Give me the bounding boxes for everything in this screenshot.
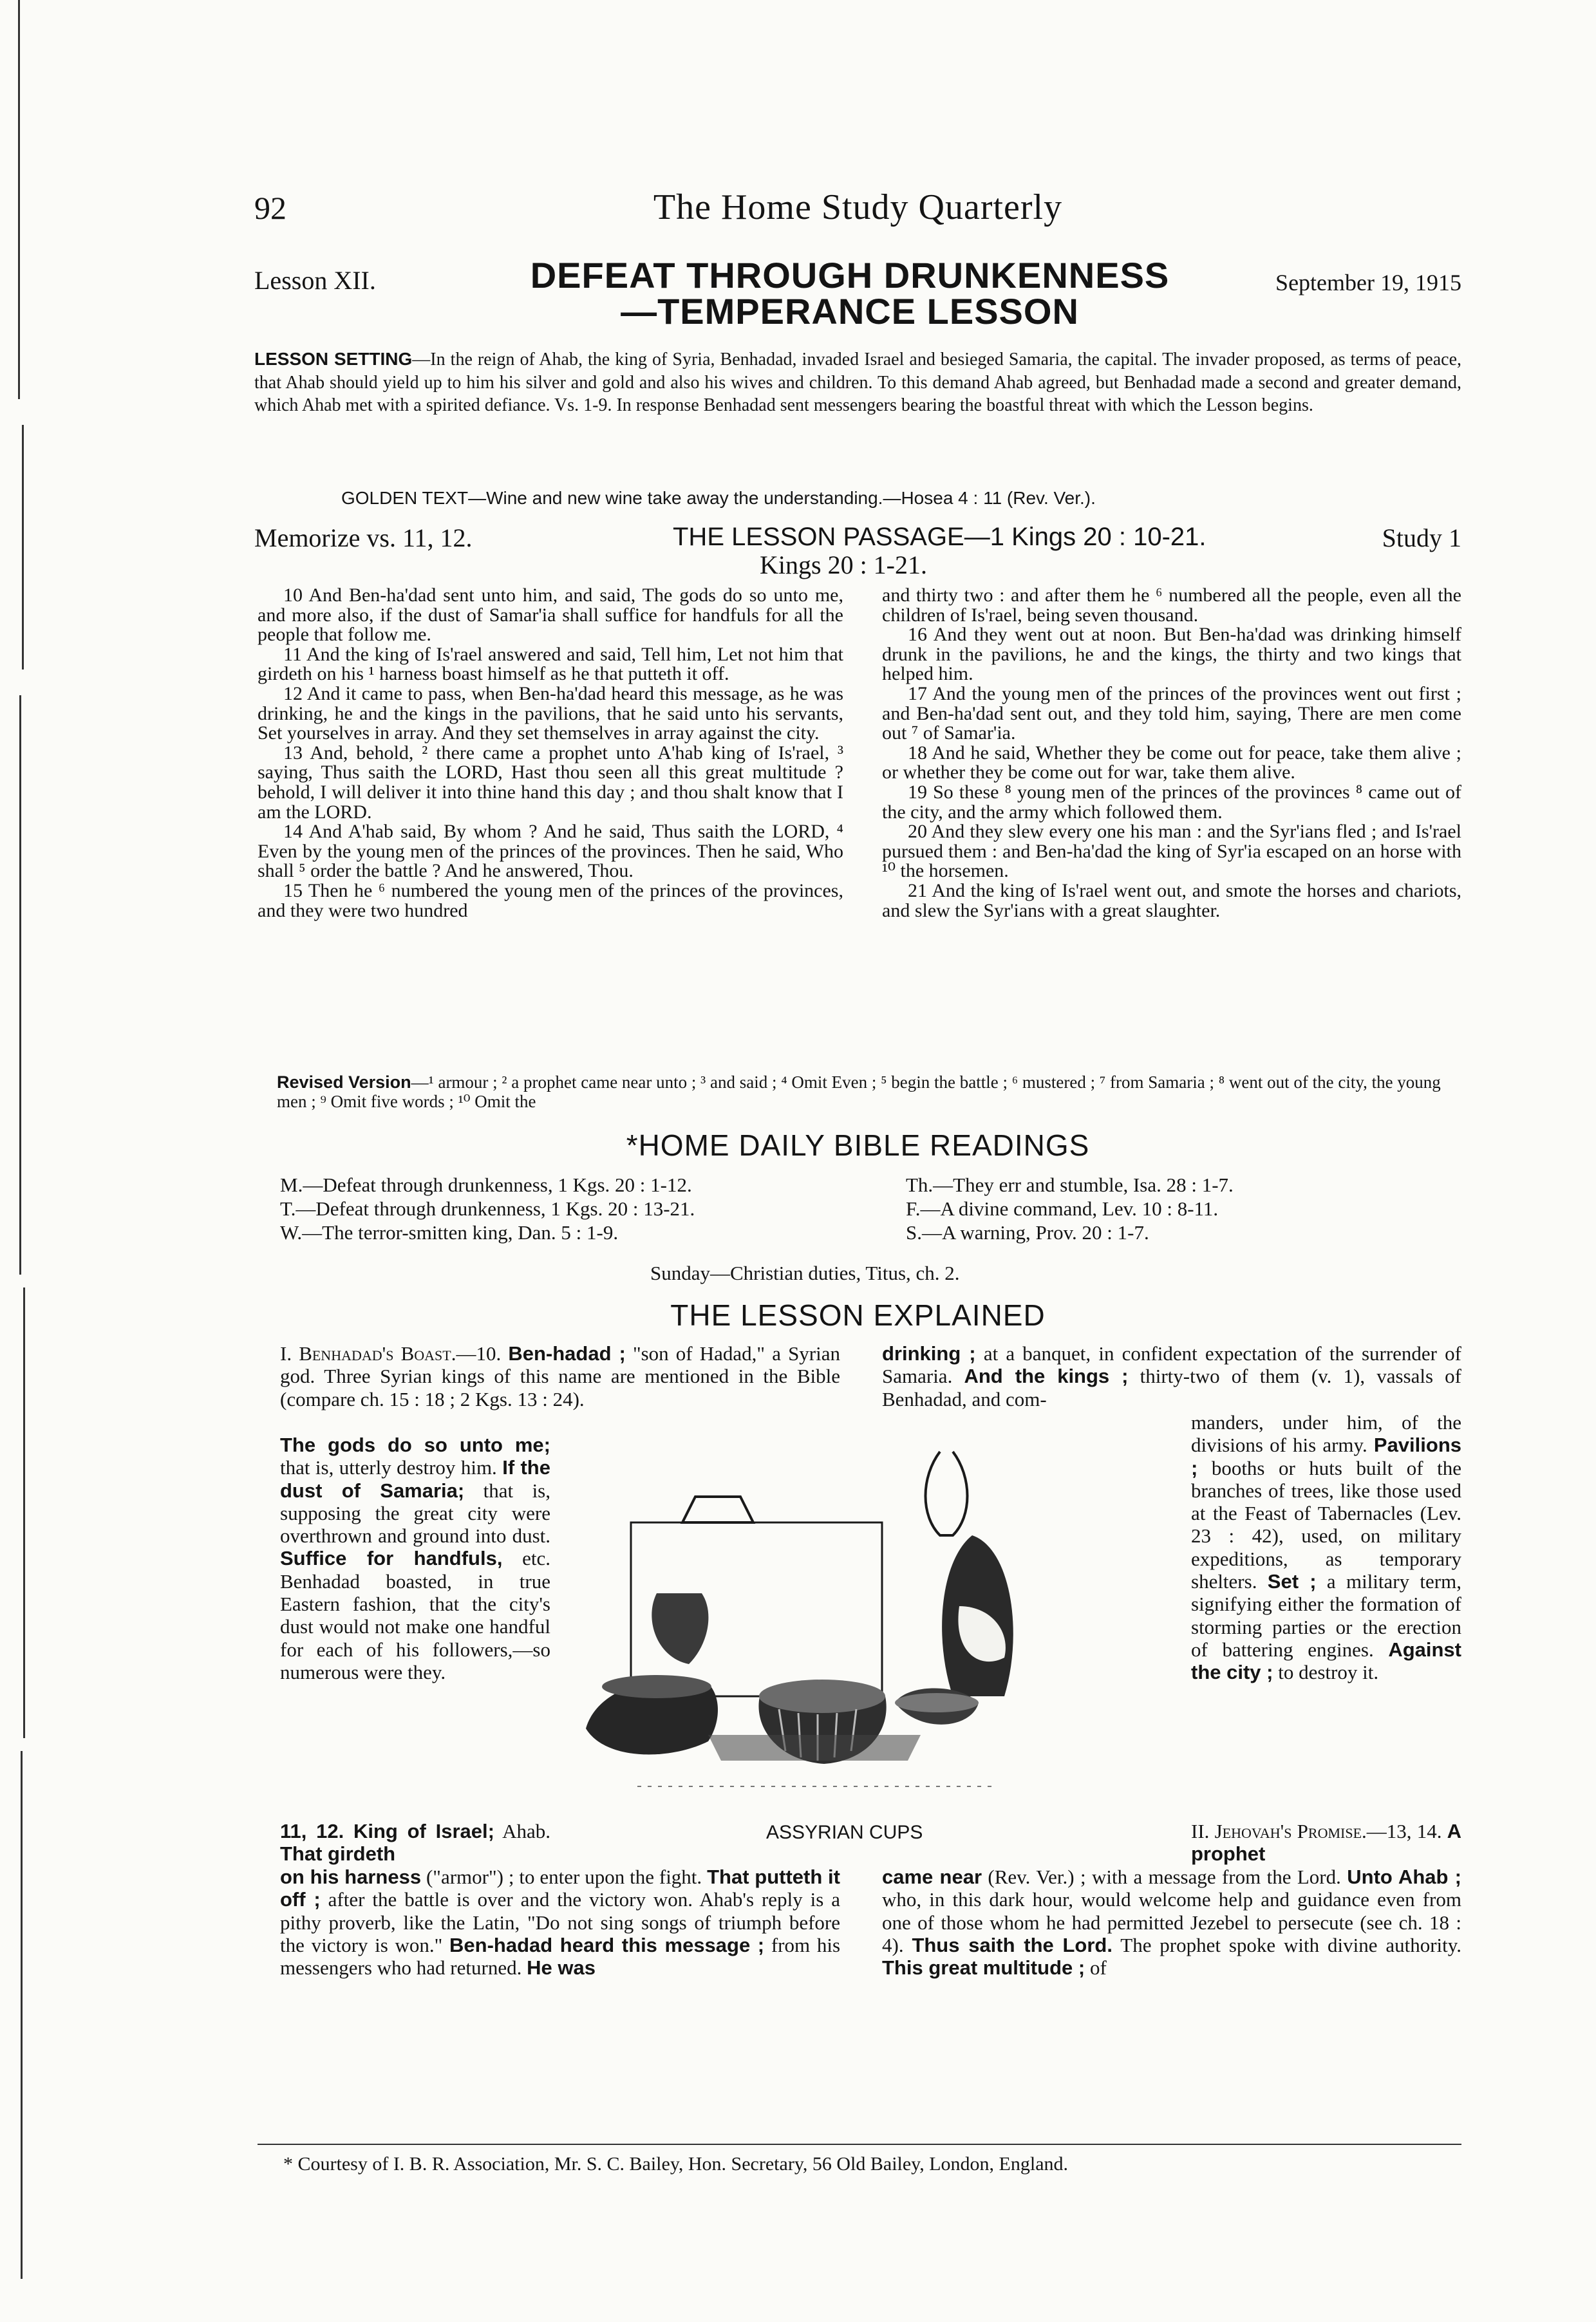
explained-left-top: I. Benhadad's Boast.—10. Ben-hadad ; "son of Hadad," a Syrian god. Three Syrian kings of this name are mentioned in the Bible (compare ch. 15 : 18 ; 2 Kgs. 13 : 24).	[280, 1342, 841, 1410]
reading-friday: F.—A divine command, Lev. 10 : 8-11.	[906, 1197, 1219, 1220]
lesson-heading	[254, 257, 1461, 341]
study-reference-continued: Kings 20 : 1-21.	[760, 550, 927, 579]
verse-13: 13 And, behold, ² there came a prophet unto A'hab king of Is'rael, ³ saying, Thus saith the LORD, Hast thou seen all this great multitude ? behold, I will deliver it into thine hand this day ; and thou shalt know that I am the LORD.	[258, 742, 843, 823]
section-heading-boast: I. Benhadad's Boast.—10.	[280, 1342, 502, 1365]
lesson-title-line-1: DEFEAT THROUGH DRUNKENNESS	[530, 255, 1170, 295]
passage-bar	[254, 523, 1461, 579]
footnote: * Courtesy of I. B. R. Association, Mr. S. C. Bailey, Hon. Secretary, 56 Old Bailey, London, England.	[283, 2153, 1069, 2175]
reading-monday: M.—Defeat through drunkenness, 1 Kgs. 20 : 1-12.	[280, 1174, 692, 1196]
page-number: 92	[254, 190, 286, 226]
verse-15-continued: and thirty two : and after them he ⁶ numbered all the people, even all the children of Is'rael, being seven thousand.	[882, 585, 1461, 626]
figure-caption: ASSYRIAN CUPS	[766, 1822, 923, 1843]
memorize-verses: Memorize vs. 11, 12.	[254, 523, 473, 552]
running-header	[254, 187, 1461, 228]
golden-text: GOLDEN TEXT—Wine and new wine take away the understanding.—Hosea 4 : 11 (Rev. Ver.).	[341, 488, 1096, 508]
verse-11: 11 And the king of Is'rael answered and said, Tell him, Let not him that girdeth on his ¹ harness boast himself as he that putteth it off.	[258, 643, 843, 685]
verse-19: 19 So these ⁸ young men of the princes of the provinces ⁸ came out of the city, and the army which followed them.	[882, 781, 1461, 823]
lesson-setting-label: LESSON SETTING	[254, 349, 413, 369]
verse-17: 17 And the young men of the princes of the provinces went out first ; and Ben-ha'dad sent out, and they told him, saying, There are men come out ⁷ of Samar'ia.	[882, 682, 1461, 744]
lesson-explained-title: THE LESSON EXPLAINED	[670, 1298, 1046, 1332]
explained-right-top: drinking ; at a banquet, in confident expectation of the surrender of Samaria. And the kings ; thirty-two of them (v. 1), vassals of Benhadad, and com-	[882, 1342, 1461, 1410]
verse-12: 12 And it came to pass, when Ben-ha'dad heard this message, as he was drinking, he and the kings in the pavilions, that he said unto his servants, Set yourselves in array. And they set themselves in array against the city.	[258, 682, 843, 744]
verse-15: 15 Then he ⁶ numbered the young men of the princes of the provinces, and they were two hundred	[258, 879, 843, 921]
reading-tuesday: T.—Defeat through drunkenness, 1 Kgs. 20 : 13-21.	[280, 1197, 695, 1220]
footnote-rule	[258, 2144, 1461, 2145]
passage-left-column	[258, 586, 843, 921]
reading-thursday: Th.—They err and stumble, Isa. 28 : 1-7.	[906, 1174, 1234, 1196]
lesson-passage-title: THE LESSON PASSAGE—1 Kings 20 : 10-21.	[673, 523, 1206, 551]
verse-21: 21 And the king of Is'rael went out, and smote the horses and chariots, and slew the Syr'ians with a great slaughter.	[882, 879, 1461, 921]
explained-right-narrow: manders, under him, of the divisions of his army. Pavilions ; booths or huts built of the branches of trees, like those used at the Feast of Tabernacles (Lev. 23 : 42), used, on military expeditions, as temporary shelters. Set ; a military term, signifying either the formation of storming parties or the erection of battering engines. Against the city ; to destroy it.	[1191, 1411, 1461, 1684]
daily-readings-title: *HOME DAILY BIBLE READINGS	[626, 1128, 1090, 1162]
lesson-number: Lesson XII.	[254, 266, 376, 295]
verse-20: 20 And they slew every one his man : and the Syr'ians fled ; and Is'rael pursued them : and Ben-ha'dad the king of Syr'ia escaped on an horse with ¹⁰ the horsemen.	[882, 821, 1461, 882]
verse-16: 16 And they went out at noon. But Ben-ha'dad was drinking himself drunk in the pavilions, he and the kings, the thirty and two kings that helped him.	[882, 624, 1461, 685]
explained-left-narrow: The gods do so unto me; that is, utterly destroy him. If the dust of Samaria; that is, supposing the great city were overthrown and ground into dust. Suffice for handfuls, etc. Benhadad boasted, in true Eastern fashion, that the city's dust would not make one handful for each of his followers,—so numerous were they.	[280, 1434, 550, 1683]
explained-left-bottom: on his harness ("armor") ; to enter upon the fight. That putteth it off ; after the battle is over and the victory won. Ahab's reply is a pithy proverb, like the Latin, "Do not sing songs of triumph before the victory is won." Ben-hadad heard this message ; from his messengers who had returned. He was	[280, 1866, 841, 1980]
lesson-date: September 19, 1915	[1275, 270, 1461, 295]
reading-wednesday: W.—The terror-smitten king, Dan. 5 : 1-9.	[280, 1221, 619, 1244]
revised-version-text: —¹ armour ; ² a prophet came near unto ; ³ and said ; ⁴ Omit Even ; ⁵ begin the battle ; ⁶ mustered ; ⁷ from Samaria ; ⁸ went out of the city, the young men ; ⁹ Omit five words ; ¹⁰ Omit the	[277, 1072, 1441, 1111]
scan-margin-artifact	[18, 0, 76, 2322]
assyrian-cups-illustration	[560, 1426, 1056, 1815]
verse-10: 10 And Ben-ha'dad sent unto him, and said, The gods do so unto me, and more also, if the dust of Samar'ia shall suffice for handfuls for all the people that follow me.	[258, 585, 843, 646]
reading-sunday: Sunday—Christian duties, Titus, ch. 2.	[650, 1262, 960, 1284]
revised-version-notes	[277, 1072, 1461, 1111]
explained-right-heading2: II. Jehovah's Promise.—13, 14. A prophet	[1191, 1820, 1462, 1866]
study-reference: Study 1	[1382, 523, 1461, 552]
journal-title: The Home Study Quarterly	[653, 187, 1063, 227]
lesson-title-line-2: —TEMPERANCE LESSON	[621, 291, 1079, 332]
verse-14: 14 And A'hab said, By whom ? And he said, Thus saith the LORD, ⁴ Even by the young men of the princes of the provinces. Then he said, Who shall ⁵ order the battle ? And he answered, Thou.	[258, 821, 843, 882]
explained-left-verse11: 11, 12. King of Israel; Ahab. That girdeth	[280, 1820, 550, 1866]
section-heading-promise: II. Jehovah's Promise.—13, 14.	[1191, 1820, 1442, 1842]
revised-version-label: Revised Version	[277, 1072, 411, 1092]
reading-saturday: S.—A warning, Prov. 20 : 1-7.	[906, 1221, 1149, 1244]
lesson-setting	[254, 348, 1461, 417]
explained-right-bottom: came near (Rev. Ver.) ; with a message from the Lord. Unto Ahab ; who, in this dark hour, would welcome help and guidance even from one of those whom he had permitted Jezebel to persecute (see ch. 18 : 4). Thus saith the Lord. The prophet spoke with divine authority. This great multitude ; of	[882, 1866, 1461, 1980]
verse-18: 18 And he said, Whether they be come out for peace, take them alive ; or whether they be come out for war, take them alive.	[882, 742, 1461, 783]
lesson-setting-text: —In the reign of Ahab, the king of Syria, Benhadad, invaded Israel and besieged Samaria, the capital. The invader proposed, as terms of peace, that Ahab should yield up to him his silver and gold and also his wives and children. To this demand Ahab agreed, but Benhadad made a second and greater demand, which Ahab met with a spirited defiance. Vs. 1-9. In response Benhadad sent messengers bearing the boastful threat with which the Lesson begins.	[254, 350, 1461, 415]
lesson-title	[467, 257, 1233, 330]
passage-right-column	[882, 586, 1461, 921]
